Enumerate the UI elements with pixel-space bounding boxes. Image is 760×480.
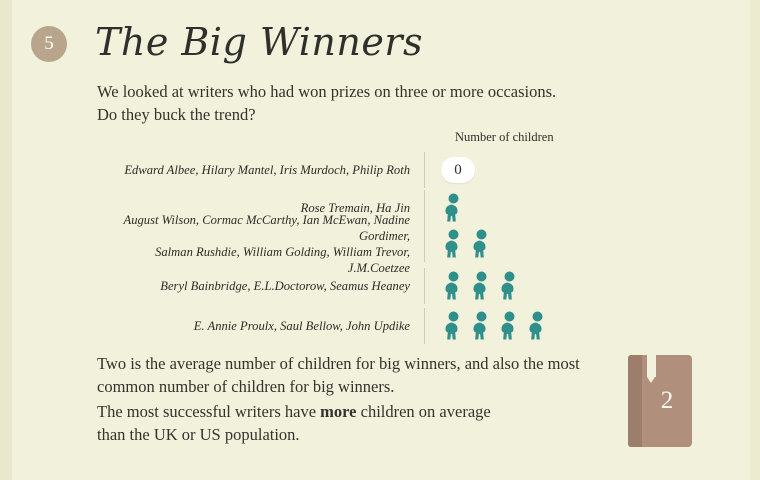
table-row — [95, 268, 665, 304]
children-pictogram-chart — [95, 130, 665, 340]
row-names — [95, 152, 425, 188]
child-icon — [469, 311, 494, 341]
conclusion-emphasis: more — [320, 402, 357, 421]
intro-line-1: We looked at writers who had won prizes on three or more occasions. — [97, 82, 557, 101]
row-names — [95, 268, 425, 304]
row-icons — [441, 268, 525, 304]
conclusion-paragraph-2 — [97, 400, 617, 446]
row-icons — [441, 226, 497, 262]
conclusion-line-4: than the UK or US population. — [97, 425, 300, 444]
child-icon — [469, 271, 494, 301]
row-icons — [441, 308, 553, 344]
table-row — [95, 213, 665, 275]
child-icon — [441, 311, 466, 341]
row-icons — [441, 152, 475, 188]
child-icon — [469, 229, 494, 259]
row-name-line: Beryl Bainbridge, E.L.Doctorow, Seamus Heaney — [160, 278, 410, 293]
book-badge-number: 2 — [660, 387, 674, 414]
conclusion-line-1: Two is the average number of children for big winners, and also the most — [97, 354, 580, 373]
child-icon — [441, 271, 466, 301]
row-name-line: Rose Tremain, Ha Jin — [300, 200, 410, 215]
row-names — [95, 308, 425, 344]
section-number-badge: 5 — [31, 26, 67, 62]
row-name-line: Edward Albee, Hilary Mantel, Iris Murdoch, Philip Roth — [124, 162, 410, 177]
child-icon — [441, 193, 466, 223]
row-icons — [441, 190, 469, 226]
intro-line-2: Do they buck the trend? — [97, 105, 256, 124]
row-name-line: August Wilson, Cormac McCarthy, Ian McEwan, Nadine Gordimer, — [123, 213, 410, 243]
book-icon — [628, 355, 692, 447]
child-icon — [525, 311, 550, 341]
table-row — [95, 308, 665, 344]
row-name-line: E. Annie Proulx, Saul Bellow, John Updike — [193, 318, 410, 333]
conclusion-paragraph-1 — [97, 352, 617, 398]
child-icon — [497, 271, 522, 301]
conclusion-line-2: common number of children for big winners. — [97, 377, 395, 396]
intro-paragraph — [97, 80, 617, 126]
page-title: The Big Winners — [95, 20, 424, 64]
zero-children-pill: 0 — [441, 157, 475, 183]
conclusion-line-3c: children on average — [356, 402, 491, 421]
child-icon — [497, 311, 522, 341]
conclusion-line-3 — [97, 400, 617, 423]
right-edge-band — [750, 0, 760, 480]
table-row — [95, 152, 665, 188]
conclusion-line-3a: The most successful writers have — [97, 402, 321, 421]
book-spine — [628, 355, 642, 447]
child-icon — [441, 229, 466, 259]
chart-legend-label: Number of children — [455, 130, 554, 144]
row-name-line: Salman Rushdie, William Golding, William Trevor, J.M.Coetzee — [155, 245, 410, 275]
left-edge-band — [0, 0, 12, 480]
row-names — [95, 213, 425, 275]
